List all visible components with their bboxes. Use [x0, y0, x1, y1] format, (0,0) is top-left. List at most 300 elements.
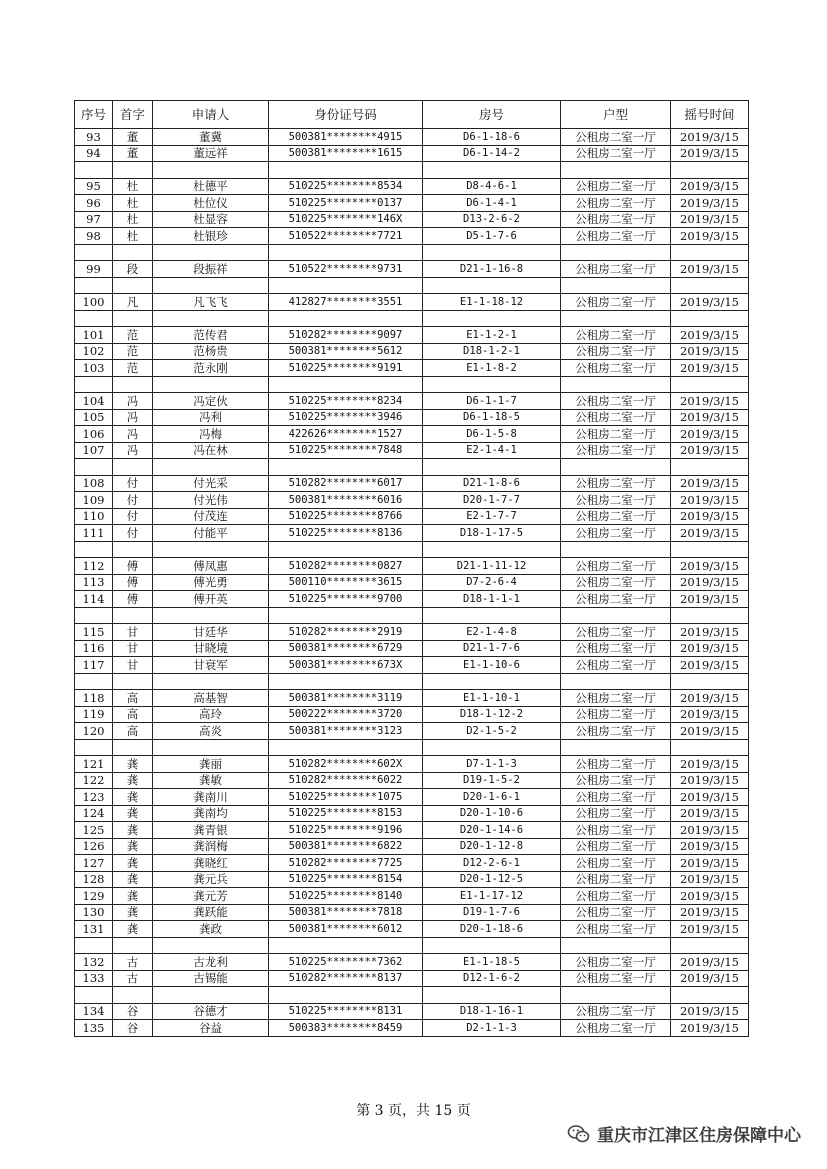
- cell-seq: 124: [75, 805, 113, 822]
- cell-unit-type: 公租房二室一厅: [561, 492, 671, 509]
- table-row: [75, 492, 749, 509]
- cell-initial: 高: [113, 723, 153, 740]
- table-row: [75, 640, 749, 657]
- cell-unit-type: 公租房二室一厅: [561, 805, 671, 822]
- table-row: [75, 360, 749, 377]
- cell-seq: 123: [75, 789, 113, 806]
- cell-lottery-date: 2019/3/15: [671, 838, 749, 855]
- cell-id-number: 500381********4915: [269, 129, 423, 146]
- cell-seq: 116: [75, 640, 113, 657]
- table-row: [75, 805, 749, 822]
- cell-initial: 杜: [113, 211, 153, 228]
- cell-initial: 龚: [113, 855, 153, 872]
- cell-applicant: 古龙利: [153, 954, 269, 971]
- empty-cell: [75, 673, 113, 690]
- cell-id-number: 500381********7818: [269, 904, 423, 921]
- empty-cell: [75, 739, 113, 756]
- cell-lottery-date: 2019/3/15: [671, 805, 749, 822]
- cell-initial: 范: [113, 343, 153, 360]
- watermark-text: 重庆市江津区住房保障中心: [597, 1126, 801, 1146]
- cell-room-number: D21-1-7-6: [423, 640, 561, 657]
- empty-cell: [113, 244, 153, 261]
- cell-seq: 100: [75, 294, 113, 311]
- cell-seq: 95: [75, 178, 113, 195]
- cell-unit-type: 公租房二室一厅: [561, 409, 671, 426]
- cell-applicant: 龚跃能: [153, 904, 269, 921]
- cell-room-number: D6-1-18-5: [423, 409, 561, 426]
- cell-seq: 131: [75, 921, 113, 938]
- cell-id-number: 500381********1615: [269, 145, 423, 162]
- cell-lottery-date: 2019/3/15: [671, 409, 749, 426]
- cell-id-number: 422626********1527: [269, 426, 423, 443]
- spacer-row: [75, 277, 749, 294]
- cell-room-number: D6-1-4-1: [423, 195, 561, 212]
- cell-id-number: 510522********7721: [269, 228, 423, 245]
- cell-id-number: 510225********9700: [269, 591, 423, 608]
- empty-cell: [561, 987, 671, 1004]
- cell-id-number: 510282********2919: [269, 624, 423, 641]
- cell-seq: 119: [75, 706, 113, 723]
- cell-applicant: 龚政: [153, 921, 269, 938]
- cell-seq: 115: [75, 624, 113, 641]
- table-row: [75, 855, 749, 872]
- cell-applicant: 凡飞飞: [153, 294, 269, 311]
- empty-cell: [75, 607, 113, 624]
- table-row: [75, 343, 749, 360]
- table-row: [75, 624, 749, 641]
- cell-room-number: D19-1-7-6: [423, 904, 561, 921]
- cell-initial: 龚: [113, 904, 153, 921]
- table-row: [75, 508, 749, 525]
- cell-seq: 122: [75, 772, 113, 789]
- cell-room-number: D2-1-1-3: [423, 1020, 561, 1037]
- cell-applicant: 杜银珍: [153, 228, 269, 245]
- empty-cell: [671, 277, 749, 294]
- cell-unit-type: 公租房二室一厅: [561, 129, 671, 146]
- cell-seq: 111: [75, 525, 113, 542]
- cell-seq: 118: [75, 690, 113, 707]
- cell-room-number: D20-1-18-6: [423, 921, 561, 938]
- empty-cell: [269, 244, 423, 261]
- cell-initial: 冯: [113, 409, 153, 426]
- table-row: [75, 475, 749, 492]
- cell-lottery-date: 2019/3/15: [671, 360, 749, 377]
- table-row: [75, 327, 749, 344]
- cell-unit-type: 公租房二室一厅: [561, 211, 671, 228]
- cell-room-number: D21-1-16-8: [423, 261, 561, 278]
- table-row: [75, 393, 749, 410]
- cell-unit-type: 公租房二室一厅: [561, 706, 671, 723]
- cell-unit-type: 公租房二室一厅: [561, 327, 671, 344]
- table-row: [75, 756, 749, 773]
- table-row: [75, 838, 749, 855]
- cell-id-number: 500381********673X: [269, 657, 423, 674]
- cell-initial: 古: [113, 970, 153, 987]
- cell-seq: 109: [75, 492, 113, 509]
- empty-cell: [561, 541, 671, 558]
- cell-applicant: 傅光勇: [153, 574, 269, 591]
- cell-applicant: 冯利: [153, 409, 269, 426]
- cell-applicant: 高基智: [153, 690, 269, 707]
- cell-seq: 132: [75, 954, 113, 971]
- cell-lottery-date: 2019/3/15: [671, 657, 749, 674]
- cell-room-number: D13-2-6-2: [423, 211, 561, 228]
- cell-initial: 龚: [113, 789, 153, 806]
- cell-seq: 96: [75, 195, 113, 212]
- empty-cell: [75, 459, 113, 476]
- cell-id-number: 510225********8131: [269, 1003, 423, 1020]
- cell-unit-type: 公租房二室一厅: [561, 723, 671, 740]
- cell-seq: 127: [75, 855, 113, 872]
- cell-id-number: 510282********9097: [269, 327, 423, 344]
- empty-cell: [153, 162, 269, 179]
- empty-cell: [423, 162, 561, 179]
- cell-unit-type: 公租房二室一厅: [561, 756, 671, 773]
- cell-initial: 董: [113, 145, 153, 162]
- empty-cell: [423, 541, 561, 558]
- table-header-row: [75, 101, 749, 129]
- table-row: [75, 261, 749, 278]
- cell-unit-type: 公租房二室一厅: [561, 888, 671, 905]
- cell-unit-type: 公租房二室一厅: [561, 294, 671, 311]
- table-row: [75, 178, 749, 195]
- cell-applicant: 龚丽: [153, 756, 269, 773]
- empty-cell: [153, 607, 269, 624]
- cell-unit-type: 公租房二室一厅: [561, 690, 671, 707]
- cell-unit-type: 公租房二室一厅: [561, 1003, 671, 1020]
- cell-lottery-date: 2019/3/15: [671, 591, 749, 608]
- cell-lottery-date: 2019/3/15: [671, 888, 749, 905]
- cell-id-number: 510282********7725: [269, 855, 423, 872]
- cell-applicant: 古锡能: [153, 970, 269, 987]
- cell-seq: 133: [75, 970, 113, 987]
- cell-unit-type: 公租房二室一厅: [561, 822, 671, 839]
- cell-seq: 97: [75, 211, 113, 228]
- cell-seq: 98: [75, 228, 113, 245]
- cell-lottery-date: 2019/3/15: [671, 1020, 749, 1037]
- cell-initial: 付: [113, 525, 153, 542]
- cell-id-number: 500381********3119: [269, 690, 423, 707]
- empty-cell: [423, 459, 561, 476]
- cell-applicant: 范杨贵: [153, 343, 269, 360]
- cell-initial: 傅: [113, 558, 153, 575]
- cell-seq: 106: [75, 426, 113, 443]
- cell-room-number: D2-1-5-2: [423, 723, 561, 740]
- header-applicant: 申请人: [153, 101, 269, 129]
- cell-initial: 谷: [113, 1020, 153, 1037]
- cell-applicant: 付茂连: [153, 508, 269, 525]
- table-row: [75, 145, 749, 162]
- cell-seq: 125: [75, 822, 113, 839]
- cell-room-number: E1-1-10-1: [423, 690, 561, 707]
- cell-unit-type: 公租房二室一厅: [561, 574, 671, 591]
- cell-id-number: 510225********8154: [269, 871, 423, 888]
- cell-initial: 傅: [113, 574, 153, 591]
- cell-initial: 谷: [113, 1003, 153, 1020]
- empty-cell: [561, 607, 671, 624]
- empty-cell: [153, 459, 269, 476]
- empty-cell: [269, 739, 423, 756]
- table-row: [75, 442, 749, 459]
- empty-cell: [75, 376, 113, 393]
- cell-initial: 甘: [113, 657, 153, 674]
- cell-id-number: 510282********602X: [269, 756, 423, 773]
- cell-id-number: 500383********8459: [269, 1020, 423, 1037]
- table-row: [75, 970, 749, 987]
- cell-applicant: 付能平: [153, 525, 269, 542]
- table-body: [75, 129, 749, 1037]
- header-initial: 首字: [113, 101, 153, 129]
- cell-seq: 135: [75, 1020, 113, 1037]
- cell-applicant: 杜位仪: [153, 195, 269, 212]
- cell-seq: 113: [75, 574, 113, 591]
- cell-lottery-date: 2019/3/15: [671, 904, 749, 921]
- cell-id-number: 500381********5612: [269, 343, 423, 360]
- table-row: [75, 904, 749, 921]
- cell-initial: 冯: [113, 393, 153, 410]
- empty-cell: [153, 987, 269, 1004]
- cell-room-number: D12-2-6-1: [423, 855, 561, 872]
- cell-room-number: D7-1-1-3: [423, 756, 561, 773]
- cell-room-number: E1-1-18-5: [423, 954, 561, 971]
- cell-lottery-date: 2019/3/15: [671, 129, 749, 146]
- cell-seq: 128: [75, 871, 113, 888]
- empty-cell: [269, 162, 423, 179]
- cell-lottery-date: 2019/3/15: [671, 723, 749, 740]
- cell-initial: 杜: [113, 178, 153, 195]
- cell-lottery-date: 2019/3/15: [671, 1003, 749, 1020]
- empty-cell: [153, 673, 269, 690]
- empty-cell: [269, 376, 423, 393]
- cell-lottery-date: 2019/3/15: [671, 640, 749, 657]
- empty-cell: [75, 987, 113, 1004]
- spacer-row: [75, 541, 749, 558]
- cell-initial: 付: [113, 475, 153, 492]
- cell-applicant: 段振祥: [153, 261, 269, 278]
- cell-applicant: 高玲: [153, 706, 269, 723]
- cell-applicant: 付光伟: [153, 492, 269, 509]
- cell-applicant: 范永刚: [153, 360, 269, 377]
- cell-room-number: E1-1-18-12: [423, 294, 561, 311]
- cell-room-number: D8-4-6-1: [423, 178, 561, 195]
- empty-cell: [113, 310, 153, 327]
- cell-initial: 高: [113, 690, 153, 707]
- table-row: [75, 228, 749, 245]
- cell-lottery-date: 2019/3/15: [671, 294, 749, 311]
- table-row: [75, 525, 749, 542]
- cell-unit-type: 公租房二室一厅: [561, 360, 671, 377]
- empty-cell: [113, 459, 153, 476]
- empty-cell: [423, 987, 561, 1004]
- table-row: [75, 574, 749, 591]
- cell-id-number: 412827********3551: [269, 294, 423, 311]
- cell-lottery-date: 2019/3/15: [671, 195, 749, 212]
- cell-room-number: D6-1-14-2: [423, 145, 561, 162]
- cell-seq: 108: [75, 475, 113, 492]
- empty-cell: [113, 162, 153, 179]
- empty-cell: [269, 277, 423, 294]
- cell-applicant: 范传君: [153, 327, 269, 344]
- cell-seq: 99: [75, 261, 113, 278]
- cell-room-number: D12-1-6-2: [423, 970, 561, 987]
- cell-applicant: 谷德才: [153, 1003, 269, 1020]
- cell-lottery-date: 2019/3/15: [671, 706, 749, 723]
- cell-applicant: 高炎: [153, 723, 269, 740]
- cell-room-number: D19-1-5-2: [423, 772, 561, 789]
- empty-cell: [269, 310, 423, 327]
- cell-lottery-date: 2019/3/15: [671, 475, 749, 492]
- cell-applicant: 杜显容: [153, 211, 269, 228]
- cell-unit-type: 公租房二室一厅: [561, 558, 671, 575]
- table-row: [75, 294, 749, 311]
- cell-initial: 杜: [113, 195, 153, 212]
- spacer-row: [75, 459, 749, 476]
- cell-unit-type: 公租房二室一厅: [561, 970, 671, 987]
- cell-unit-type: 公租房二室一厅: [561, 442, 671, 459]
- empty-cell: [153, 376, 269, 393]
- table-row: [75, 772, 749, 789]
- cell-room-number: E2-1-4-1: [423, 442, 561, 459]
- empty-cell: [269, 607, 423, 624]
- cell-lottery-date: 2019/3/15: [671, 558, 749, 575]
- empty-cell: [113, 673, 153, 690]
- cell-applicant: 龚南川: [153, 789, 269, 806]
- empty-cell: [423, 376, 561, 393]
- cell-initial: 段: [113, 261, 153, 278]
- cell-lottery-date: 2019/3/15: [671, 690, 749, 707]
- cell-lottery-date: 2019/3/15: [671, 492, 749, 509]
- cell-initial: 付: [113, 508, 153, 525]
- table-row: [75, 426, 749, 443]
- cell-id-number: 510225********146X: [269, 211, 423, 228]
- cell-lottery-date: 2019/3/15: [671, 178, 749, 195]
- empty-cell: [423, 739, 561, 756]
- cell-room-number: D21-1-8-6: [423, 475, 561, 492]
- cell-room-number: D20-1-12-5: [423, 871, 561, 888]
- cell-unit-type: 公租房二室一厅: [561, 426, 671, 443]
- table-row: [75, 706, 749, 723]
- cell-room-number: D18-1-2-1: [423, 343, 561, 360]
- table-row: [75, 888, 749, 905]
- cell-lottery-date: 2019/3/15: [671, 508, 749, 525]
- empty-cell: [561, 310, 671, 327]
- cell-applicant: 董冀: [153, 129, 269, 146]
- empty-cell: [671, 673, 749, 690]
- cell-applicant: 冯定伙: [153, 393, 269, 410]
- cell-id-number: 510225********1075: [269, 789, 423, 806]
- table-row: [75, 1003, 749, 1020]
- cell-lottery-date: 2019/3/15: [671, 822, 749, 839]
- empty-cell: [153, 739, 269, 756]
- cell-seq: 110: [75, 508, 113, 525]
- cell-unit-type: 公租房二室一厅: [561, 591, 671, 608]
- cell-id-number: 510225********3946: [269, 409, 423, 426]
- empty-cell: [75, 310, 113, 327]
- table-row: [75, 1020, 749, 1037]
- cell-room-number: E1-1-17-12: [423, 888, 561, 905]
- cell-id-number: 500381********6016: [269, 492, 423, 509]
- cell-initial: 凡: [113, 294, 153, 311]
- empty-cell: [561, 244, 671, 261]
- cell-initial: 高: [113, 706, 153, 723]
- cell-initial: 冯: [113, 442, 153, 459]
- cell-lottery-date: 2019/3/15: [671, 624, 749, 641]
- empty-cell: [75, 937, 113, 954]
- empty-cell: [671, 937, 749, 954]
- cell-room-number: D6-1-5-8: [423, 426, 561, 443]
- cell-unit-type: 公租房二室一厅: [561, 921, 671, 938]
- cell-initial: 龚: [113, 822, 153, 839]
- cell-seq: 101: [75, 327, 113, 344]
- cell-id-number: 510282********8137: [269, 970, 423, 987]
- cell-initial: 甘: [113, 624, 153, 641]
- cell-applicant: 龚敏: [153, 772, 269, 789]
- cell-id-number: 500381********6822: [269, 838, 423, 855]
- table-row: [75, 195, 749, 212]
- cell-applicant: 龚元兵: [153, 871, 269, 888]
- empty-cell: [423, 244, 561, 261]
- cell-id-number: 510225********8766: [269, 508, 423, 525]
- cell-room-number: D20-1-14-6: [423, 822, 561, 839]
- cell-seq: 102: [75, 343, 113, 360]
- cell-initial: 冯: [113, 426, 153, 443]
- cell-unit-type: 公租房二室一厅: [561, 475, 671, 492]
- cell-applicant: 傅凤惠: [153, 558, 269, 575]
- empty-cell: [423, 310, 561, 327]
- cell-seq: 104: [75, 393, 113, 410]
- empty-cell: [269, 987, 423, 1004]
- cell-lottery-date: 2019/3/15: [671, 393, 749, 410]
- cell-applicant: 龚元芳: [153, 888, 269, 905]
- cell-room-number: E1-1-10-6: [423, 657, 561, 674]
- cell-applicant: 甘衰军: [153, 657, 269, 674]
- cell-initial: 傅: [113, 591, 153, 608]
- cell-unit-type: 公租房二室一厅: [561, 624, 671, 641]
- empty-cell: [153, 310, 269, 327]
- empty-cell: [269, 937, 423, 954]
- empty-cell: [671, 987, 749, 1004]
- table-row: [75, 723, 749, 740]
- table-row: [75, 657, 749, 674]
- cell-seq: 114: [75, 591, 113, 608]
- empty-cell: [671, 541, 749, 558]
- cell-lottery-date: 2019/3/15: [671, 442, 749, 459]
- empty-cell: [671, 162, 749, 179]
- empty-cell: [75, 277, 113, 294]
- cell-applicant: 龚南均: [153, 805, 269, 822]
- cell-id-number: 500381********6012: [269, 921, 423, 938]
- cell-seq: 129: [75, 888, 113, 905]
- cell-room-number: D18-1-1-1: [423, 591, 561, 608]
- watermark: [567, 1121, 801, 1146]
- cell-seq: 94: [75, 145, 113, 162]
- spacer-row: [75, 987, 749, 1004]
- cell-lottery-date: 2019/3/15: [671, 756, 749, 773]
- cell-seq: 117: [75, 657, 113, 674]
- cell-id-number: 510225********8153: [269, 805, 423, 822]
- cell-initial: 古: [113, 954, 153, 971]
- cell-applicant: 冯梅: [153, 426, 269, 443]
- cell-lottery-date: 2019/3/15: [671, 261, 749, 278]
- cell-room-number: D6-1-1-7: [423, 393, 561, 410]
- cell-initial: 甘: [113, 640, 153, 657]
- cell-initial: 杜: [113, 228, 153, 245]
- cell-lottery-date: 2019/3/15: [671, 426, 749, 443]
- empty-cell: [75, 162, 113, 179]
- cell-seq: 121: [75, 756, 113, 773]
- cell-applicant: 冯在林: [153, 442, 269, 459]
- empty-cell: [561, 277, 671, 294]
